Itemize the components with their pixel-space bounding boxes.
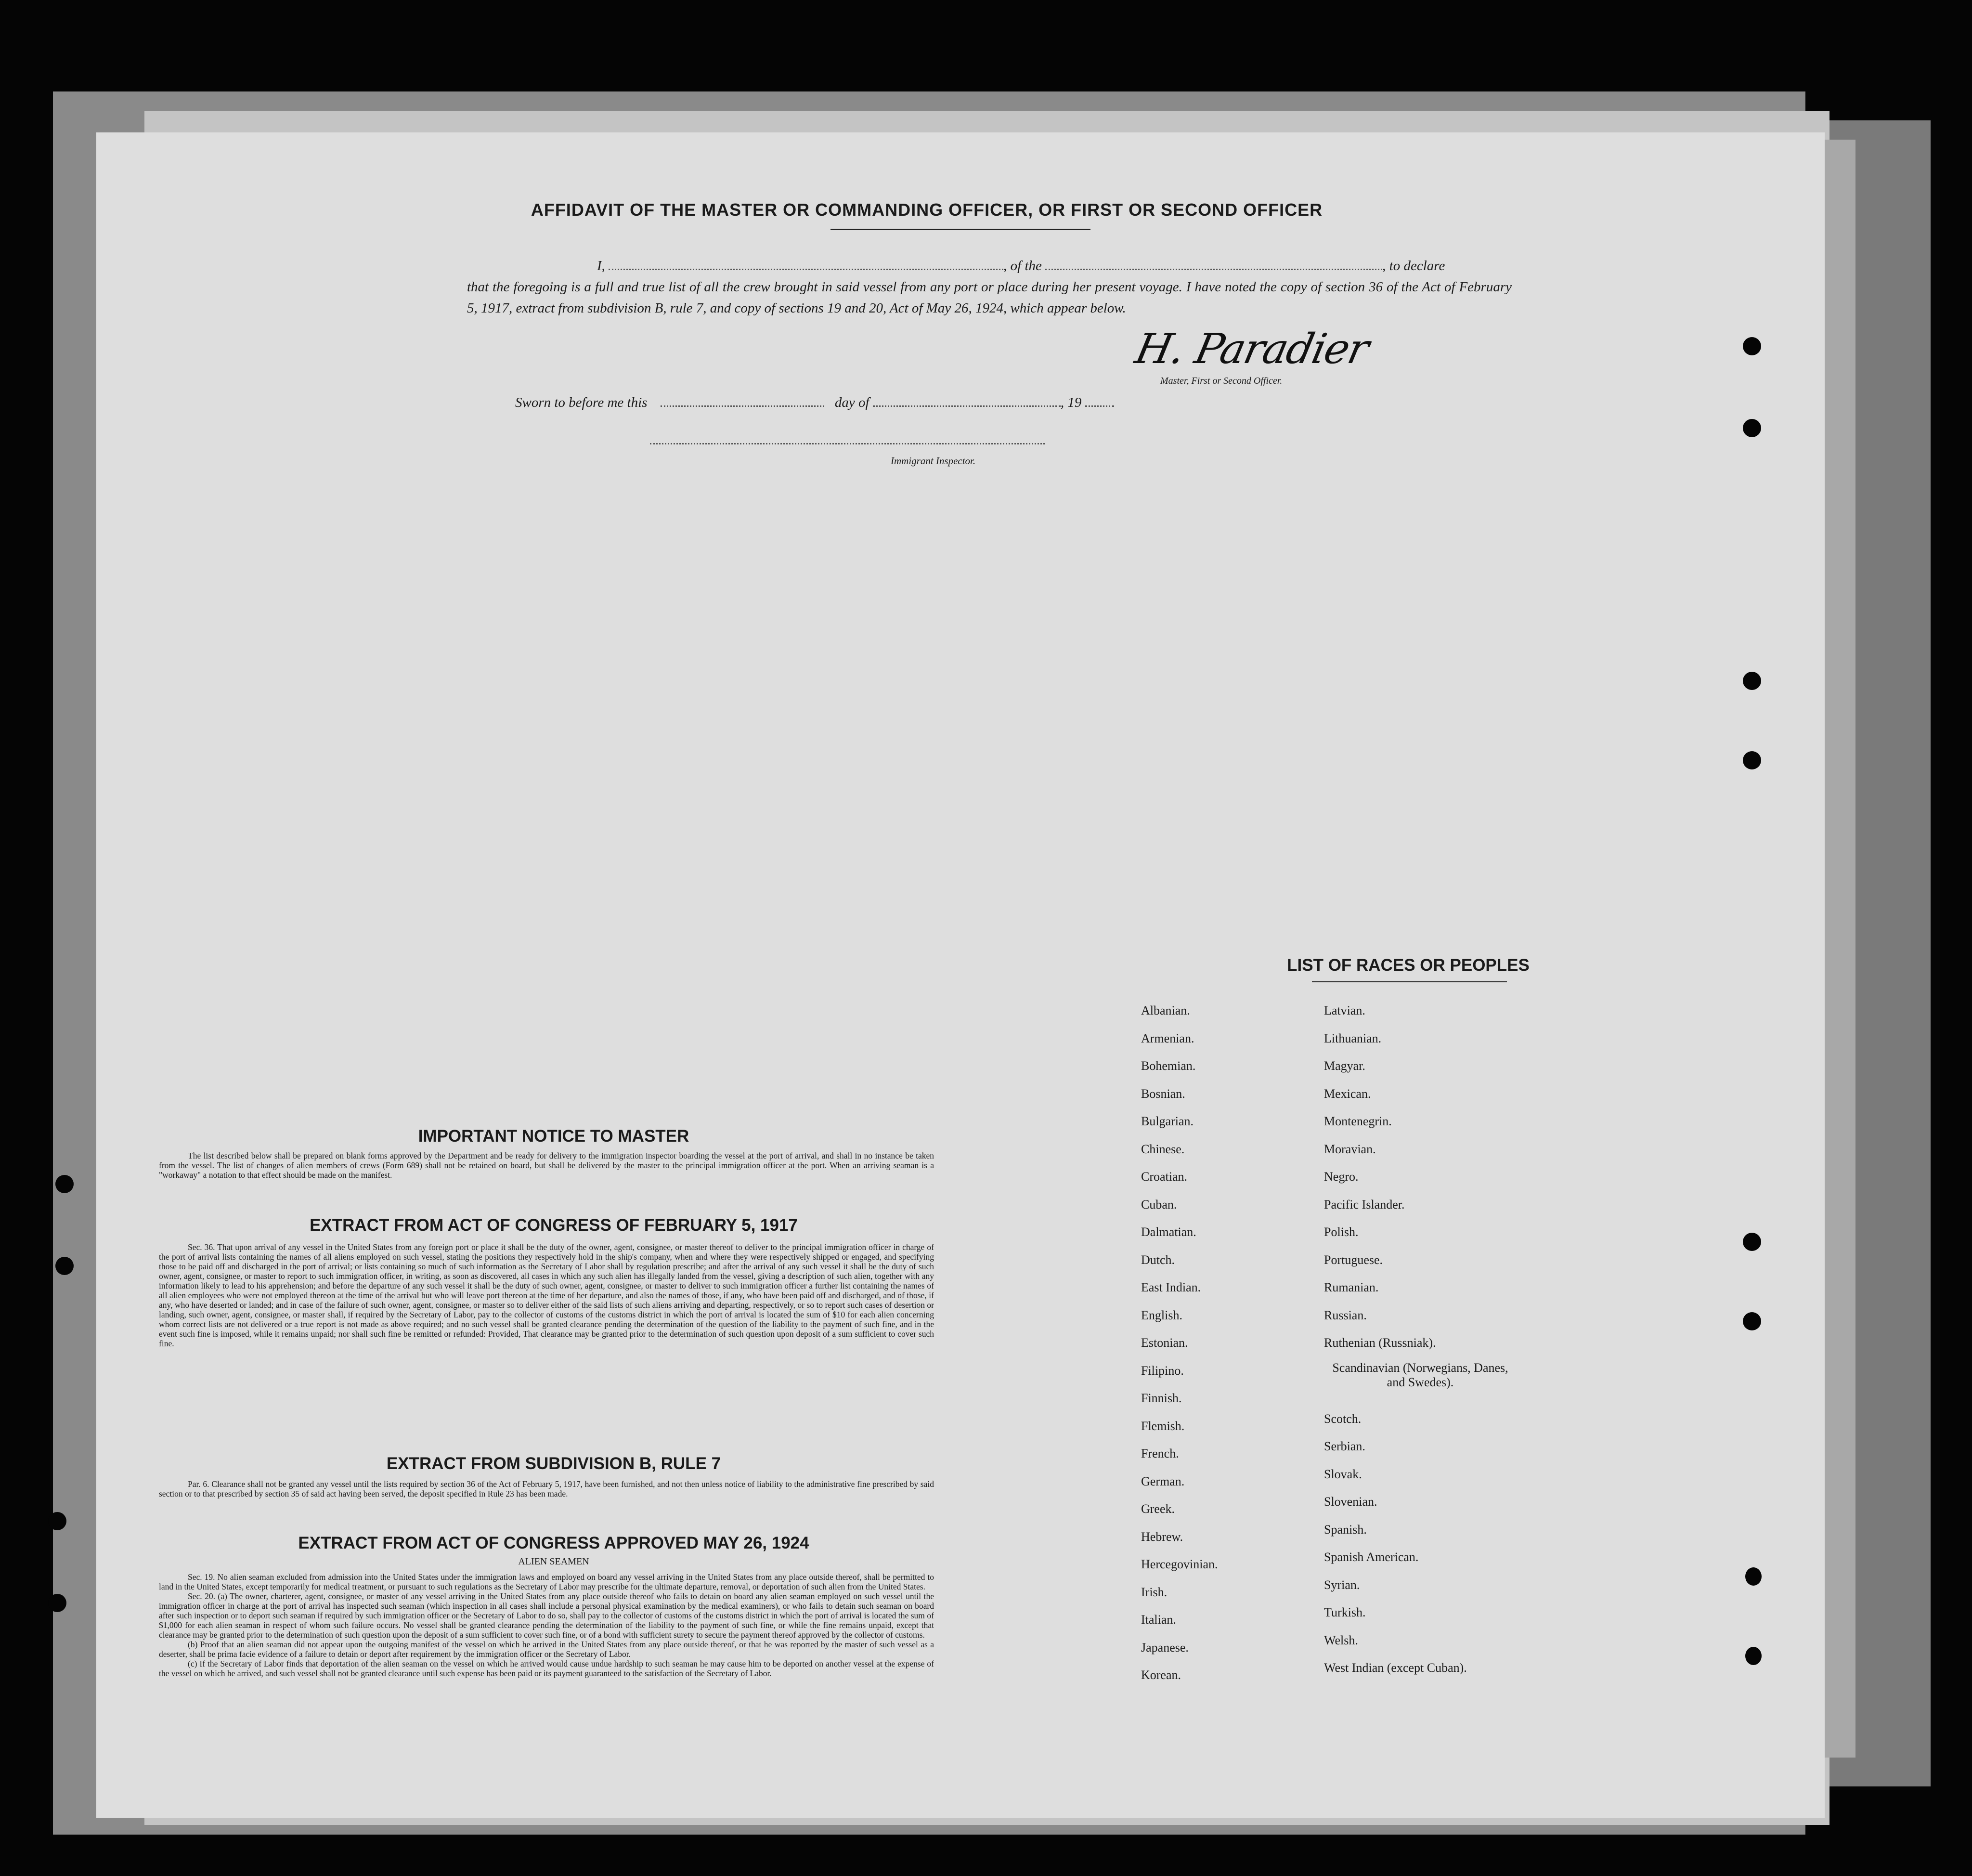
- notice-title: IMPORTANT NOTICE TO MASTER: [418, 1127, 689, 1146]
- race-item: French.: [1141, 1446, 1179, 1460]
- rule7-title: EXTRACT FROM SUBDIVISION B, RULE 7: [386, 1454, 721, 1473]
- punch-hole: [1745, 1567, 1762, 1586]
- sworn-label: Sworn to before me this: [515, 395, 648, 410]
- name-blank: [609, 264, 1003, 270]
- sworn-line: [515, 395, 1114, 411]
- sworn-day-blank: [661, 401, 824, 407]
- race-item: Turkish.: [1324, 1605, 1366, 1619]
- race-item: Finnish.: [1141, 1391, 1182, 1405]
- race-item: Greek.: [1141, 1502, 1175, 1516]
- race-item: Cuban.: [1141, 1197, 1177, 1212]
- punch-hole: [55, 1175, 74, 1193]
- race-item: Bohemian.: [1141, 1059, 1196, 1073]
- section-20b: (b) Proof that an alien seaman did not appear upon the outgoing manifest of the vessel on which he arrived in the United States from any place outside thereof, or that he was reported by the master of such vessel as a deserter, shall be prima facie evidence of a failure to detain or deport after requirement by the immigration officer or the Secretary of Labor.: [159, 1640, 934, 1659]
- race-item: Moravian.: [1324, 1142, 1376, 1156]
- race-item: Bosnian.: [1141, 1086, 1185, 1101]
- race-item: Polish.: [1324, 1225, 1359, 1239]
- extract-1917-title: EXTRACT FROM ACT OF CONGRESS OF FEBRUARY 5, 1917: [310, 1216, 798, 1235]
- race-item: Lithuanian.: [1324, 1031, 1382, 1045]
- race-item: Spanish.: [1324, 1522, 1367, 1537]
- race-item: Albanian.: [1141, 1003, 1190, 1017]
- race-item: Japanese.: [1141, 1640, 1189, 1655]
- year-label: , 19: [1060, 395, 1082, 410]
- section-20c: (c) If the Secretary of Labor finds that deportation of the alien seaman on the vessel on which he arrived would cause undue hardship to such seaman he may cause him to be deported on another vessel at the expense of the vessel on which he arrived, and such vessel shall not be granted clearance until such expense has been paid or its payment guaranteed to the satisfaction of the Secretary of Labor.: [159, 1659, 934, 1678]
- punch-hole: [1743, 1233, 1761, 1251]
- punch-hole: [1743, 672, 1761, 690]
- race-item: Croatian.: [1141, 1170, 1188, 1184]
- alien-seamen-subtitle: ALIEN SEAMEN: [518, 1556, 589, 1567]
- race-item: Mexican.: [1324, 1086, 1371, 1101]
- title-rule: [830, 229, 1090, 230]
- race-item: Slovak.: [1324, 1467, 1362, 1481]
- affidavit-title: AFFIDAVIT OF THE MASTER OR COMMANDING OFFICER, OR FIRST OR SECOND OFFICER: [531, 200, 1323, 220]
- race-item: Flemish.: [1141, 1419, 1185, 1433]
- race-item: Scandinavian (Norwegians, Danes, and Swedes).: [1332, 1360, 1508, 1389]
- races-title: LIST OF RACES OR PEOPLES: [1287, 956, 1530, 975]
- race-item: Italian.: [1141, 1613, 1176, 1627]
- extract-1917-text: [159, 1242, 934, 1348]
- punch-hole: [48, 1594, 66, 1612]
- extract-1917-body: Sec. 36. That upon arrival of any vessel in the United States from any foreign port or place it shall be the duty of the owner, agent, consignee, or master thereof to deliver to the principal immigration officer in charge of the port of arrival lists containing the names of all aliens employed on such vessel, stating the positions they respectively hold in the ship's company, when and where they were respectively shipped or engaged, and specifying those to be paid off and discharged in the port of arrival; or lists containing so much of such information as the Secretary of Labor shall by regulation prescribe; and after the arrival of any such vessel it shall be the duty of such owner, agent, consignee, or master to report to such immigration officer, in writing, as soon as discovered, all cases in which any such alien has illegally landed from the vessel, giving a description of such alien, together with any information likely to lead to his apprehension; and before the departure of any such vessel it shall be the duty of such owner, agent, consignee, or master to deliver to such immigration officer a further list containing the names of all alien employees who were not employed thereon at the time of the arrival but who will leave port thereon at the time of her departure, and also the names of those, if any, who have been paid off and discharged, and of those, if any, who have deserted or landed; and in case of the failure of such owner, agent, consignee, or master so to deliver either of the said lists of such aliens arriving and departing, respectively, or so to report such cases of desertion or landing, such owner, agent, consignee, or master shall, if required by the Secretary of Labor, pay to the collector of customs of the customs district in which the port of arrival is located the sum of $10 for each alien concerning whom correct lists are not delivered or a true report is not made as above required; and no such vessel shall be granted clearance pending the determination of the question of the liability to the payment of such fine, and in the event such fine is imposed, while it remains unpaid; nor shall such fine be remitted or refunded: Provided, That clearance may be granted prior to the determination of such question upon deposit of a sum sufficient to cover such fine.: [159, 1242, 934, 1348]
- race-item: East Indian.: [1141, 1280, 1201, 1294]
- race-item: Hebrew.: [1141, 1529, 1183, 1544]
- race-item: English.: [1141, 1308, 1182, 1322]
- punch-hole: [48, 1512, 66, 1530]
- race-item: Syrian.: [1324, 1577, 1360, 1592]
- races-rule: [1312, 981, 1507, 982]
- race-item: Dutch.: [1141, 1252, 1175, 1267]
- race-item: Russian.: [1324, 1308, 1367, 1322]
- races-left-column: [1141, 997, 1218, 1689]
- affidavit-to-declare: , to declare: [1382, 258, 1445, 274]
- affidavit-body: that the foregoing is a full and true list of all the crew brought in said vessel from any port or place during her present voyage. I have noted the copy of section 36 of the Act of February 5, 1917, extract from subdivision B, rule 7, and copy of sections 19 and 20, Act of May 26, 1924, which appear below.: [467, 279, 1512, 316]
- inspector-signature-line: [650, 443, 1045, 444]
- sworn-month-blank: [873, 401, 1061, 407]
- race-item: Korean.: [1141, 1668, 1181, 1682]
- punch-hole: [1743, 419, 1761, 437]
- extract-1924-text: [159, 1572, 934, 1678]
- rule7-body: Par. 6. Clearance shall not be granted any vessel until the lists required by section 36 of the Act of February 5, 1917, have been furnished, and not then unless notice of liability to the administrative fine prescribed by said section or to that prescribed by section 35 of said act having been served, the deposit specified in Rule 23 has been made.: [159, 1479, 934, 1498]
- race-item: Pacific Islander.: [1324, 1197, 1405, 1212]
- punch-hole: [1743, 1312, 1761, 1330]
- punch-hole: [1743, 337, 1761, 355]
- race-item: Hercegovinian.: [1141, 1557, 1218, 1571]
- race-item: Montenegrin.: [1324, 1114, 1392, 1128]
- race-item: Dalmatian.: [1141, 1225, 1196, 1239]
- day-of-label: day of: [834, 395, 869, 410]
- race-item: Irish.: [1141, 1585, 1168, 1599]
- affidavit-of-the: , of the: [1003, 258, 1042, 274]
- master-signature: H. Paradier: [1131, 325, 1373, 373]
- race-item: German.: [1141, 1474, 1185, 1488]
- race-item: Portuguese.: [1324, 1252, 1383, 1267]
- race-item: Scotch.: [1324, 1411, 1362, 1426]
- race-item: Chinese.: [1141, 1142, 1185, 1156]
- punch-hole: [1743, 751, 1761, 769]
- races-right-column: [1324, 997, 1517, 1682]
- race-item: Bulgarian.: [1141, 1114, 1194, 1128]
- race-item: Spanish American.: [1324, 1550, 1419, 1564]
- race-item: Filipino.: [1141, 1363, 1184, 1378]
- extract-1924-title: EXTRACT FROM ACT OF CONGRESS APPROVED MAY 26, 1924: [298, 1534, 809, 1552]
- race-item: Welsh.: [1324, 1633, 1358, 1647]
- race-item: Rumanian.: [1324, 1280, 1379, 1294]
- section-19: Sec. 19. No alien seaman excluded from admission into the United States under the immigration laws and employed on board any vessel arriving in the United States from any place outside thereof, shall be permitted to land in the United States, except temporarily for medical treatment, or pursuant to such regulations as the Secretary of Labor may prescribe for the ultimate departure, removal, or deportation of such alien from the United States.: [159, 1572, 934, 1591]
- punch-hole: [1745, 1647, 1762, 1665]
- notice-body: The list described below shall be prepared on blank forms approved by the Department and be ready for delivery to the immigration inspector boarding the vessel at the port of arrival, and shall in no instance be taken from the vessel. The list of changes of alien members of crews (Form 689) shall not be retained on board, but shall be delivered by the master to the principal immigration officer at the port. When an arriving seaman is a "workaway" a notation to that effect should be made on the manifest.: [159, 1151, 934, 1180]
- race-item: Latvian.: [1324, 1003, 1365, 1017]
- signature-caption: Master, First or Second Officer.: [1160, 376, 1283, 386]
- manifest-page: [96, 132, 1825, 1818]
- race-item: Armenian.: [1141, 1031, 1194, 1045]
- race-item: Magyar.: [1324, 1059, 1365, 1073]
- affidavit-text: [467, 255, 1512, 319]
- rule7-text: [159, 1479, 934, 1498]
- notice-text: [159, 1151, 934, 1180]
- vessel-blank: [1045, 264, 1382, 270]
- race-item: Ruthenian (Russniak).: [1324, 1336, 1436, 1350]
- punch-hole: [55, 1257, 74, 1275]
- race-item: West Indian (except Cuban).: [1324, 1661, 1467, 1675]
- inspector-caption: Immigrant Inspector.: [891, 455, 976, 467]
- year-blank: [1085, 401, 1114, 407]
- race-item: Slovenian.: [1324, 1495, 1377, 1509]
- race-item: Negro.: [1324, 1170, 1359, 1184]
- affidavit-i: I,: [597, 258, 605, 274]
- section-20a: Sec. 20. (a) The owner, charterer, agent, consignee, or master of any vessel arriving in the United States from any place outside thereof who fails to detain on board any alien seaman employed on such vessel until the immigration officer in charge at the port of arrival has inspected such seaman (which inspection in all cases shall include a personal physical examination by the medical examiners), or who fails to detain such seaman on board after such inspection or to deport such seaman if required by such immigration officer or the Secretary of Labor to do so, shall pay to the collector of customs of the customs district in which the port of arrival is located the sum of $1,000 for each alien seaman in respect of whom such failure occurs. No vessel shall be granted clearance pending the determination of the liability to the payment of such fine, or while the fine remains unpaid, except that clearance may be granted prior to the determination of such question upon the deposit of a sum sufficient to cover such fine, or of a bond with sufficient surety to secure the payment thereof approved by the collector of customs.: [159, 1591, 934, 1640]
- race-item: Serbian.: [1324, 1439, 1365, 1453]
- race-item: Estonian.: [1141, 1336, 1188, 1350]
